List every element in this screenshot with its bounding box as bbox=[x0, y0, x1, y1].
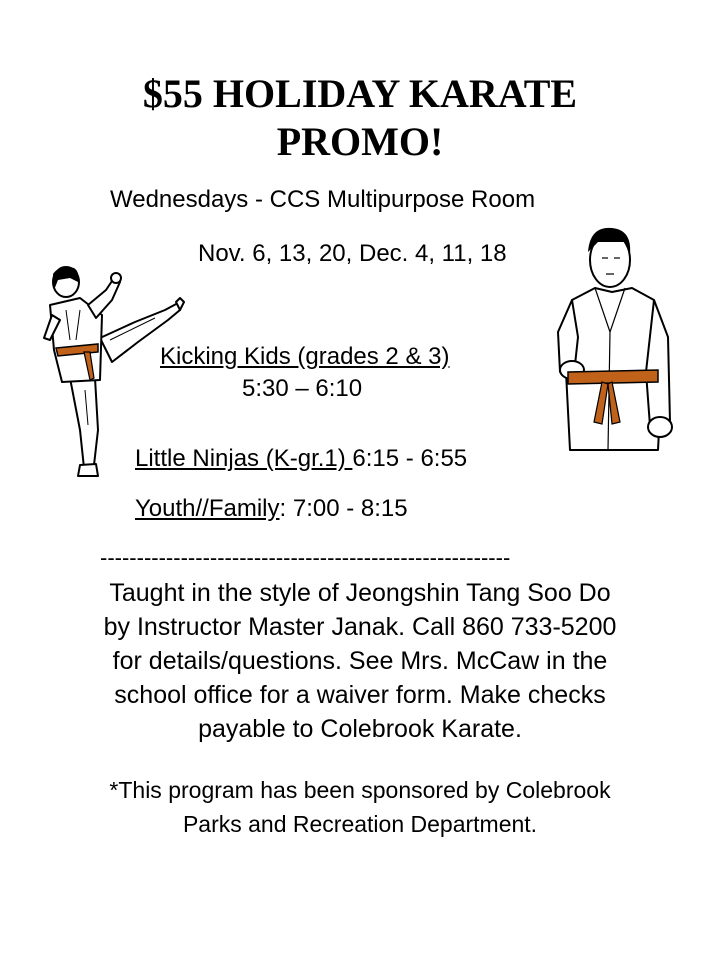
description-line: school office for a waiver form. Make checks bbox=[114, 681, 606, 709]
class-kicking-kids-time: 5:30 – 6:10 bbox=[242, 375, 363, 402]
class-kicking-kids-name: Kicking Kids (grades 2 & 3) bbox=[160, 343, 450, 370]
description-line: payable to Colebrook Karate. bbox=[198, 715, 522, 743]
dash-divider: -------------------------------------------------------- bbox=[100, 545, 511, 570]
sponsor-line: Parks and Recreation Department. bbox=[182, 811, 538, 837]
sponsor-line: *This program has been sponsored by Colebrook bbox=[109, 777, 611, 803]
class-little-ninjas-time: 6:15 - 6:55 bbox=[352, 445, 468, 472]
flyer-title-line1: $55 HOLIDAY KARATE bbox=[142, 71, 578, 116]
class-little-ninjas-name: Little Ninjas (K-gr.1) bbox=[135, 445, 353, 472]
class-youth-family-name: Youth//Family bbox=[135, 495, 280, 522]
class-youth-family-time: 7:00 - 8:15 bbox=[292, 495, 408, 522]
karate-kid-kicking-illustration bbox=[40, 260, 185, 485]
description-block bbox=[40, 576, 680, 746]
location-text: Wednesdays - CCS Multipurpose Room bbox=[110, 186, 536, 213]
karate-instructor-illustration bbox=[550, 222, 675, 454]
class-youth-family-separator: : bbox=[279, 495, 287, 522]
description-line: Taught in the style of Jeongshin Tang Soo Do bbox=[109, 579, 611, 607]
description-line: for details/questions. See Mrs. McCaw in the bbox=[112, 647, 608, 675]
description-line: by Instructor Master Janak. Call 860 733-5200 bbox=[103, 613, 617, 641]
class-youth-family bbox=[135, 495, 408, 523]
flyer-title-line2: PROMO! bbox=[276, 119, 444, 164]
dates-text: Nov. 6, 13, 20, Dec. 4, 11, 18 bbox=[198, 240, 507, 267]
sponsor-note bbox=[40, 773, 680, 841]
